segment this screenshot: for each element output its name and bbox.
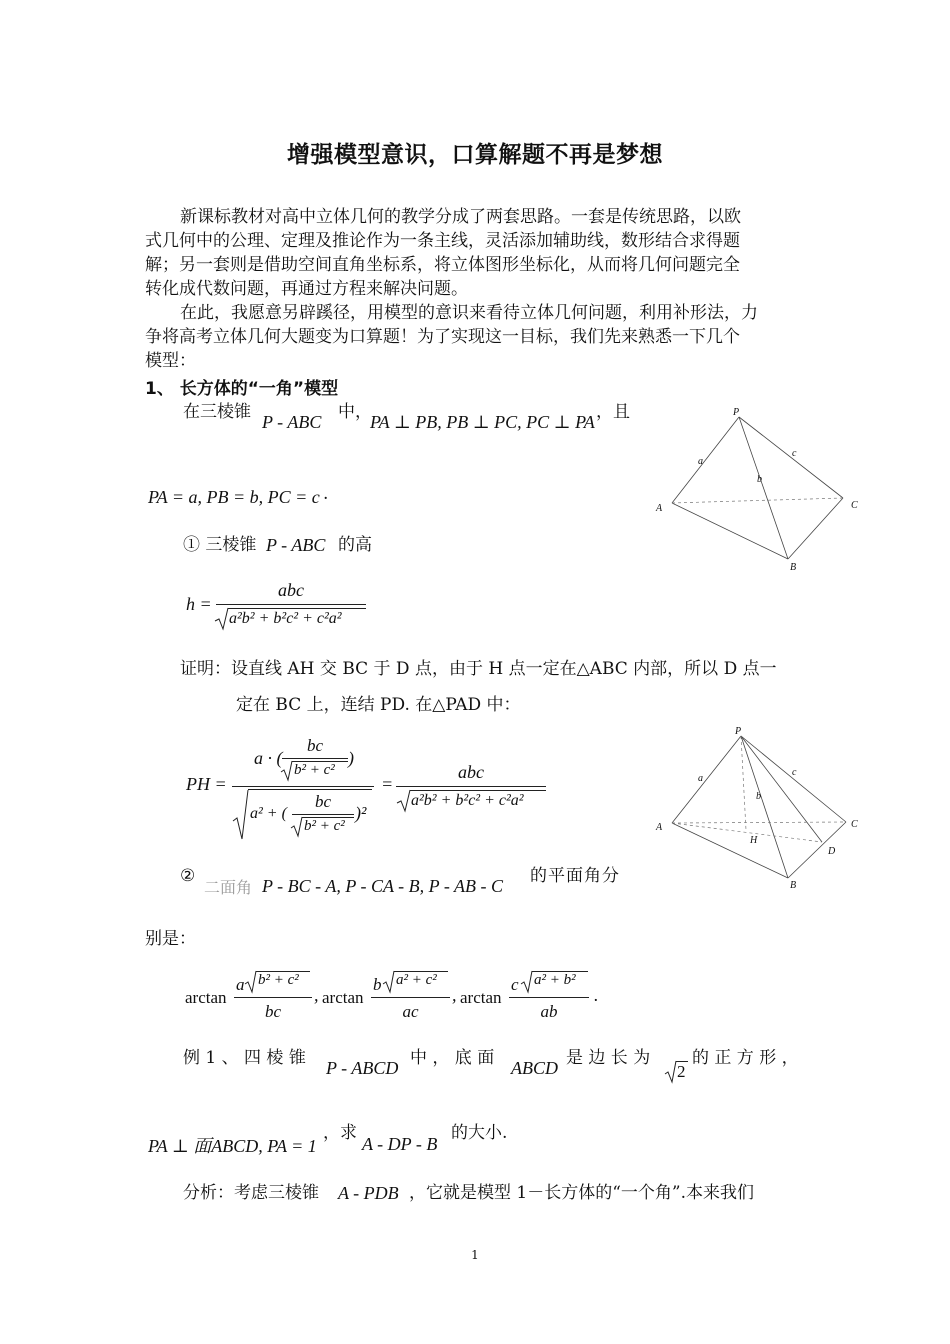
h-sqrt-sign (214, 607, 230, 631)
proof-line1: 证明：设直线 AH 交 BC 于 D 点，由于 H 点一定在△ABC 内部，所以 D 点一 (180, 659, 777, 679)
ph-lhs: PH = (186, 774, 227, 794)
item2-angles: P - BC - A, P - CA - B, P - AB - C (262, 876, 503, 896)
f1-sqrt-sign (244, 970, 258, 994)
fig2-edge-a: a (698, 773, 703, 784)
ph-num-root: b² + c² (294, 762, 335, 778)
analysis-pyramid: A - PDB (338, 1183, 399, 1203)
h-lhs: h = (186, 594, 212, 614)
ph-den-root: b² + c² (304, 818, 345, 834)
ph-den-bc: bc (314, 792, 332, 811)
example1-line1-b: 中 ， 底 面 (410, 1048, 495, 1068)
example1-condition: PA ⊥ 面ABCD, PA = 1 (148, 1136, 317, 1156)
ph-den-inner-sqrt-sign (290, 816, 304, 838)
fig2-label-a: A (656, 822, 663, 833)
intro-p1-line4: 转化成代数问题，再通过方程来解决问题。 (145, 279, 468, 299)
example1-pyramid: P - ABCD (326, 1058, 399, 1078)
h-fraction-bar (216, 604, 366, 605)
item1-pyramid: P - ABC (266, 535, 326, 555)
fig1-edge-a: a (698, 456, 703, 467)
item2-continued: 别是： (145, 929, 196, 949)
f1-denominator: bc (264, 1002, 282, 1021)
f3-fraction-bar (509, 997, 589, 998)
fig1-edge-c: c (792, 448, 797, 459)
cond-pyramid: P - ABC (262, 412, 322, 432)
fig2-label-h: H (750, 835, 758, 846)
ph-den-sqrt-bar (248, 789, 372, 790)
item1-label-a: ① 三棱锥 (183, 535, 257, 555)
intro-p2-line2: 争将高考立体几何大题变为口算题！为了实现这一目标，我们先来熟悉一下几个 (145, 327, 740, 347)
f3-num-a: c (511, 975, 519, 994)
page-number: 1 (471, 1248, 479, 1262)
tetrahedron-figure-2 (650, 722, 870, 894)
cond-text-a: 在三棱锥 (183, 402, 251, 422)
fig2-edge-c: c (792, 767, 797, 778)
f2-num-root: a² + c² (396, 972, 437, 988)
ph-num-sqrt-sign (280, 760, 294, 782)
tetrahedron-figure-1 (650, 403, 870, 575)
fig1-label-a: A (656, 503, 663, 514)
item2-mark: ② (180, 866, 196, 886)
f3-denominator: ab (540, 1002, 558, 1021)
ph-rhs-fraction-bar (396, 786, 546, 787)
fig1-label-p: P (733, 407, 740, 418)
example1-root: 2 (677, 1062, 686, 1081)
fig2-edge-b: b (756, 791, 761, 802)
h-sqrt-bar (228, 608, 366, 609)
analysis-b: ，它就是模型 1－长方体的“一个角”.本来我们 (409, 1183, 755, 1203)
ph-den-close: )² (355, 803, 367, 823)
ph-eq2: = (381, 774, 394, 794)
example1-line1-a: 例 1 、 四 棱 锥 (183, 1048, 306, 1068)
proof-line2: 定在 BC 上，连结 PD. 在△PAD 中： (236, 695, 521, 715)
f2-sqrt-sign (382, 970, 396, 994)
cond-perpendicular: PA ⊥ PB, PB ⊥ PC, PC ⊥ PA (370, 412, 595, 432)
cond-text-c: ，且 (596, 402, 630, 422)
example1-line2-b: 的大小. (451, 1123, 508, 1143)
example1-line1-c: 是 边 长 为 (566, 1048, 651, 1068)
fig2-label-b: B (790, 880, 797, 891)
intro-p2-line3: 模型： (145, 351, 196, 371)
item2-prefix: 二面角 (204, 878, 253, 897)
example1-line2-a: ，求 (323, 1123, 357, 1143)
ph-rhs-sqrt-bar (410, 790, 546, 791)
page-title: 增强模型意识，口算解题不再是梦想 (287, 142, 663, 168)
h-numerator: abc (278, 580, 304, 600)
f3-num-root: a² + b² (534, 972, 576, 988)
item1-label-b: 的高 (338, 535, 372, 555)
arctan-2: arctan (322, 988, 364, 1007)
ph-den-a2: a² + ( (250, 805, 287, 822)
section-heading: 1、 长方体的“一角”模型 (145, 379, 339, 399)
f2-fraction-bar (371, 997, 450, 998)
ph-num-bc: bc (306, 736, 324, 755)
f2-denominator: ac (402, 1002, 419, 1021)
f3-sqrt-sign (520, 970, 534, 994)
fig2-label-p: P (735, 726, 742, 737)
ph-rhs-sqrt-sign (396, 789, 412, 813)
arctan-3: arctan (460, 988, 502, 1007)
item2-suffix: 的平面角分 (530, 866, 620, 886)
ph-den-inner-bar (292, 814, 354, 815)
cond-dot: . (323, 484, 329, 504)
ph-num-a: a · ( (254, 748, 283, 768)
cond-equations: PA = a, PB = b, PC = c (148, 487, 320, 507)
fig1-label-b: B (790, 562, 797, 573)
ph-fraction-bar (232, 786, 374, 787)
arctan-1: arctan (185, 988, 227, 1007)
example1-line1-d: 的 正 方 形 ， (692, 1048, 799, 1068)
ph-den-sqrt-sign (232, 789, 250, 841)
fig1-edge-b: b (757, 474, 762, 485)
f1-num-a: a (236, 975, 245, 994)
fig2-label-d: D (828, 846, 836, 857)
formula-end-dot: . (594, 985, 599, 1005)
intro-p1-line1: 新课标教材对高中立体几何的教学分成了两套思路。一套是传统思路，以欧 (180, 207, 741, 227)
f2-comma: , (452, 985, 457, 1005)
fig2-label-c: C (851, 819, 858, 830)
intro-p1-line3: 解；另一套则是借助空间直角坐标系，将立体图形坐标化，从而将几何问题完全 (145, 255, 740, 275)
fig1-label-c: C (851, 500, 858, 511)
f1-comma: , (314, 985, 319, 1005)
h-denominator: a²b² + b²c² + c²a² (229, 610, 342, 627)
f2-num-a: b (373, 975, 382, 994)
intro-p1-line2: 式几何中的公理、定理及推论作为一条主线，灵活添加辅助线，数形结合求得题 (145, 231, 740, 251)
f1-num-root: b² + c² (258, 972, 299, 988)
intro-p2-line1: 在此，我愿意另辟蹊径，用模型的意识来看待立体几何问题，利用补形法，力 (180, 303, 758, 323)
ph-num-close: ) (348, 748, 354, 768)
analysis-a: 分析：考虑三棱锥 (183, 1183, 319, 1203)
example1-sqrt-sign (664, 1060, 678, 1084)
example1-dihedral: A - DP - B (362, 1134, 438, 1154)
example1-base: ABCD (511, 1058, 558, 1078)
ph-rhs-denominator: a²b² + b²c² + c²a² (411, 792, 524, 809)
cond-text-b: 中， (338, 402, 372, 422)
f1-fraction-bar (234, 997, 312, 998)
ph-rhs-numerator: abc (458, 762, 484, 782)
ph-num-inner-bar (282, 758, 348, 759)
